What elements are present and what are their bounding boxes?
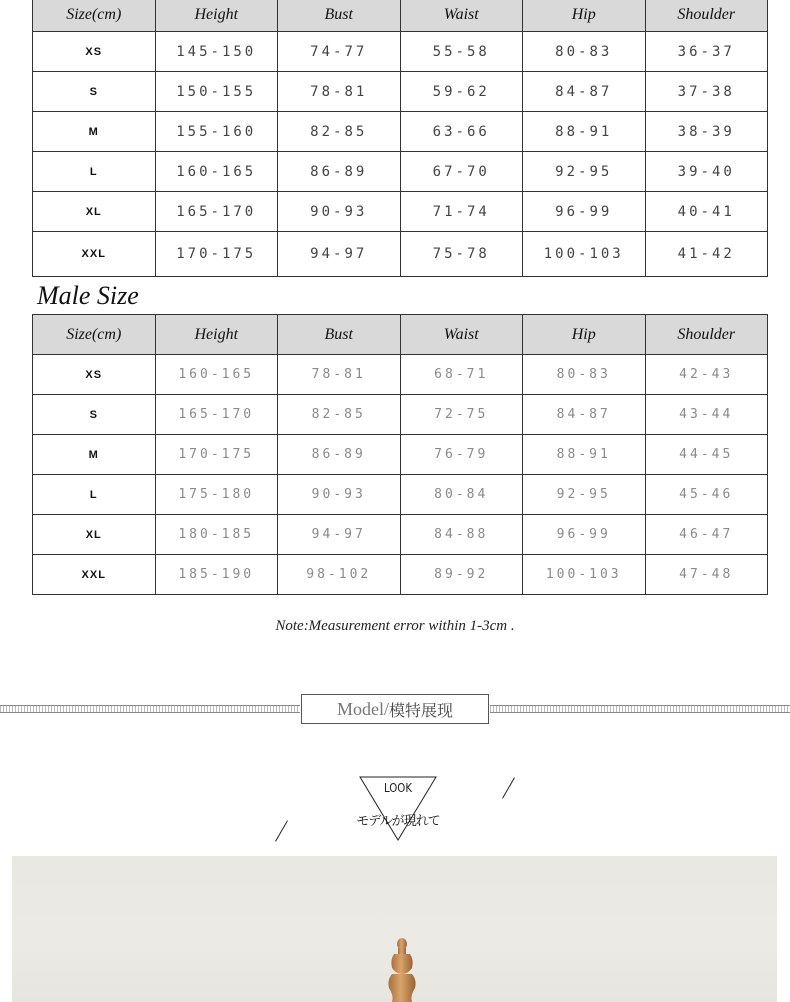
section-heading-en: Model bbox=[336, 698, 384, 719]
height-cell: 165-170 bbox=[155, 192, 278, 232]
table-row bbox=[33, 355, 768, 395]
shoulder-cell: 39-40 bbox=[645, 152, 768, 192]
decorative-slash bbox=[502, 777, 515, 798]
bust-cell: 82-85 bbox=[278, 395, 401, 435]
female-size-table bbox=[32, 0, 768, 277]
waist-cell: 67-70 bbox=[400, 152, 523, 192]
size-cell: XXL bbox=[33, 555, 156, 595]
size-cell: S bbox=[33, 72, 156, 112]
measurement-note: Note:Measurement error within 1-3cm . bbox=[275, 618, 515, 634]
waist-cell: 80-84 bbox=[400, 475, 523, 515]
column-header: Height bbox=[155, 0, 278, 32]
height-cell: 160-165 bbox=[155, 152, 278, 192]
hip-cell: 80-83 bbox=[523, 32, 646, 72]
waist-cell: 59-62 bbox=[400, 72, 523, 112]
look-badge bbox=[358, 776, 438, 842]
size-cell: L bbox=[33, 152, 156, 192]
waist-cell: 71-74 bbox=[400, 192, 523, 232]
column-header: Waist bbox=[400, 315, 523, 355]
waist-cell: 76-79 bbox=[400, 435, 523, 475]
shoulder-cell: 43-44 bbox=[645, 395, 768, 435]
table-row bbox=[33, 232, 768, 277]
shoulder-cell: 40-41 bbox=[645, 192, 768, 232]
size-cell: XL bbox=[33, 515, 156, 555]
bust-cell: 82-85 bbox=[278, 112, 401, 152]
bust-cell: 90-93 bbox=[278, 475, 401, 515]
size-cell: L bbox=[33, 475, 156, 515]
table-row bbox=[33, 192, 768, 232]
bust-cell: 86-89 bbox=[278, 152, 401, 192]
table-header-row bbox=[33, 0, 768, 32]
size-cell: XS bbox=[33, 32, 156, 72]
waist-cell: 89-92 bbox=[400, 555, 523, 595]
shoulder-cell: 36-37 bbox=[645, 32, 768, 72]
hip-cell: 100-103 bbox=[523, 555, 646, 595]
waist-cell: 68-71 bbox=[400, 355, 523, 395]
decorative-slash bbox=[275, 820, 288, 841]
section-divider-left bbox=[0, 705, 300, 713]
bust-cell: 78-81 bbox=[278, 355, 401, 395]
waist-cell: 55-58 bbox=[400, 32, 523, 72]
hip-cell: 96-99 bbox=[523, 515, 646, 555]
shoulder-cell: 46-47 bbox=[645, 515, 768, 555]
waist-cell: 72-75 bbox=[400, 395, 523, 435]
table-row bbox=[33, 152, 768, 192]
model-photo bbox=[12, 856, 777, 1002]
hip-cell: 84-87 bbox=[523, 395, 646, 435]
table-row bbox=[33, 435, 768, 475]
shoulder-cell: 41-42 bbox=[645, 232, 768, 277]
section-divider-right bbox=[490, 705, 790, 713]
size-cell: XXL bbox=[33, 232, 156, 277]
look-subtitle: モデルが現れて bbox=[356, 814, 440, 829]
hip-cell: 100-103 bbox=[523, 232, 646, 277]
height-cell: 145-150 bbox=[155, 32, 278, 72]
shoulder-cell: 45-46 bbox=[645, 475, 768, 515]
height-cell: 170-175 bbox=[155, 435, 278, 475]
shoulder-cell: 42-43 bbox=[645, 355, 768, 395]
table-row bbox=[33, 32, 768, 72]
height-cell: 180-185 bbox=[155, 515, 278, 555]
bust-cell: 98-102 bbox=[278, 555, 401, 595]
size-cell: M bbox=[33, 435, 156, 475]
hip-cell: 88-91 bbox=[523, 112, 646, 152]
column-header: Height bbox=[155, 315, 278, 355]
hip-cell: 92-95 bbox=[523, 475, 646, 515]
height-cell: 150-155 bbox=[155, 72, 278, 112]
section-heading-sep: / bbox=[383, 698, 389, 719]
column-header: Shoulder bbox=[645, 315, 768, 355]
hip-cell: 96-99 bbox=[523, 192, 646, 232]
wooden-finial-icon bbox=[12, 856, 777, 1002]
bust-cell: 86-89 bbox=[278, 435, 401, 475]
shoulder-cell: 47-48 bbox=[645, 555, 768, 595]
height-cell: 160-165 bbox=[155, 355, 278, 395]
column-header: Waist bbox=[400, 0, 523, 32]
table-header-row bbox=[33, 315, 768, 355]
size-cell: XL bbox=[33, 192, 156, 232]
shoulder-cell: 44-45 bbox=[645, 435, 768, 475]
table-row bbox=[33, 515, 768, 555]
size-cell: S bbox=[33, 395, 156, 435]
bust-cell: 74-77 bbox=[278, 32, 401, 72]
male-size-table bbox=[32, 314, 768, 595]
table-row bbox=[33, 72, 768, 112]
waist-cell: 75-78 bbox=[400, 232, 523, 277]
table-row bbox=[33, 475, 768, 515]
table-row bbox=[33, 395, 768, 435]
waist-cell: 63-66 bbox=[400, 112, 523, 152]
column-header: Bust bbox=[278, 0, 401, 32]
shoulder-cell: 38-39 bbox=[645, 112, 768, 152]
section-heading bbox=[301, 694, 489, 724]
table-row bbox=[33, 555, 768, 595]
bust-cell: 78-81 bbox=[278, 72, 401, 112]
look-label: LOOK bbox=[383, 781, 413, 795]
hip-cell: 80-83 bbox=[523, 355, 646, 395]
bust-cell: 90-93 bbox=[278, 192, 401, 232]
section-heading-cn: 模特展现 bbox=[389, 700, 454, 720]
male-size-title: Male Size bbox=[37, 281, 139, 310]
height-cell: 170-175 bbox=[155, 232, 278, 277]
size-cell: M bbox=[33, 112, 156, 152]
shoulder-cell: 37-38 bbox=[645, 72, 768, 112]
size-cell: XS bbox=[33, 355, 156, 395]
waist-cell: 84-88 bbox=[400, 515, 523, 555]
column-header: Size(cm) bbox=[33, 315, 156, 355]
height-cell: 185-190 bbox=[155, 555, 278, 595]
column-header: Hip bbox=[523, 315, 646, 355]
height-cell: 165-170 bbox=[155, 395, 278, 435]
column-header: Bust bbox=[278, 315, 401, 355]
hip-cell: 84-87 bbox=[523, 72, 646, 112]
hip-cell: 88-91 bbox=[523, 435, 646, 475]
hip-cell: 92-95 bbox=[523, 152, 646, 192]
height-cell: 175-180 bbox=[155, 475, 278, 515]
bust-cell: 94-97 bbox=[278, 515, 401, 555]
column-header: Hip bbox=[523, 0, 646, 32]
height-cell: 155-160 bbox=[155, 112, 278, 152]
table-row bbox=[33, 112, 768, 152]
column-header: Size(cm) bbox=[33, 0, 156, 32]
bust-cell: 94-97 bbox=[278, 232, 401, 277]
column-header: Shoulder bbox=[645, 0, 768, 32]
